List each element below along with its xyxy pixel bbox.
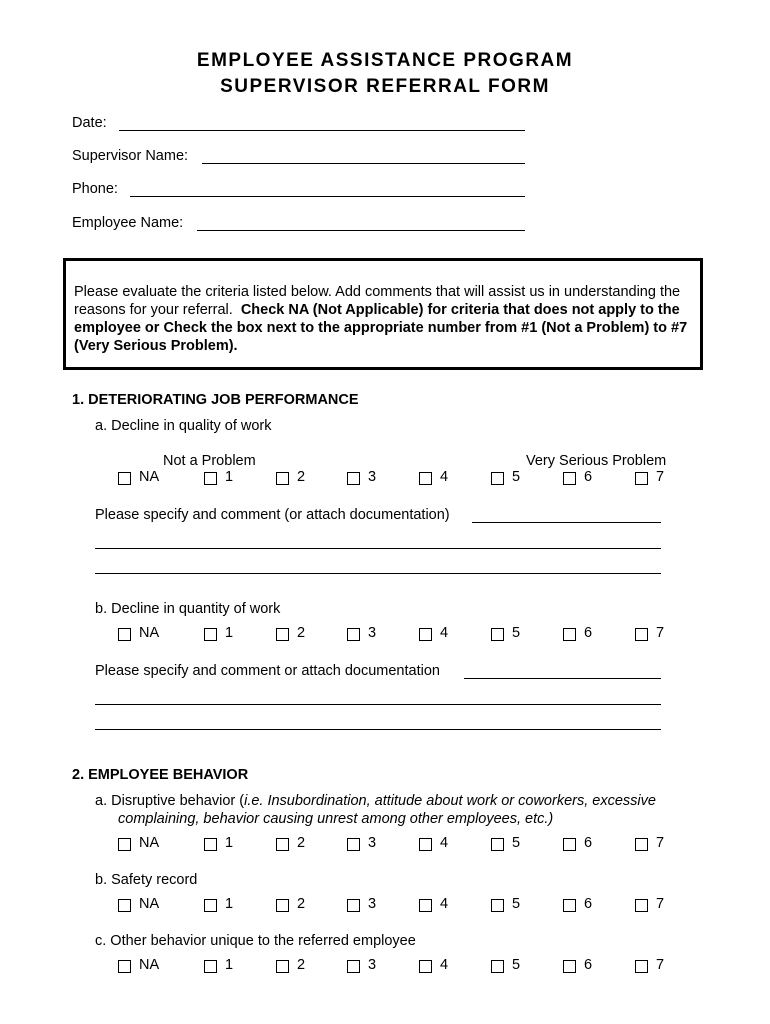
supervisor-name-field[interactable] <box>202 163 525 164</box>
checkbox-label-2b-3: 3 <box>368 896 377 912</box>
checkbox-2a-2[interactable] <box>276 838 289 851</box>
instructions-part-1: Please evaluate the criteria listed below. Add comments that will assist us in understanding the reasons for your referral. <box>74 284 681 318</box>
checkbox-1a-6[interactable] <box>563 472 576 485</box>
checkbox-label-2b-na: NA <box>139 896 160 912</box>
checkbox-label-2a-6: 6 <box>584 835 593 851</box>
checkbox-label-1a-6: 6 <box>584 469 593 485</box>
checkbox-1b-3[interactable] <box>347 628 360 641</box>
checkbox-2b-7[interactable] <box>635 899 648 912</box>
item-2b-label: b. Safety record <box>95 872 198 888</box>
checkbox-2a-5[interactable] <box>491 838 504 851</box>
checkbox-label-2b-7: 7 <box>656 896 665 912</box>
item-2a-label <box>95 793 656 809</box>
phone-label: Phone: <box>72 181 118 197</box>
checkbox-1b-4[interactable] <box>419 628 432 641</box>
comment-1b-line-3[interactable] <box>95 729 661 730</box>
item-1a-label: a. Decline in quality of work <box>95 418 272 434</box>
supervisor-name-label: Supervisor Name: <box>72 148 189 164</box>
checkbox-label-2b-6: 6 <box>584 896 593 912</box>
checkbox-1b-7[interactable] <box>635 628 648 641</box>
instructions-part-2: Check NA (Not Applicable) for criteria that does not apply to the employee or Check the box next to the appropriate number from #1 (Not a Problem) to #7 (Very Serious Problem). <box>74 302 688 354</box>
checkbox-2a-na[interactable] <box>118 838 131 851</box>
checkbox-2c-6[interactable] <box>563 960 576 973</box>
checkbox-label-2c-na: NA <box>139 957 160 973</box>
checkbox-label-2a-5: 5 <box>512 835 521 851</box>
scale-high-label: Very Serious Problem <box>526 453 667 469</box>
checkbox-label-1a-4: 4 <box>440 469 449 485</box>
instructions-box <box>63 258 703 370</box>
date-field[interactable] <box>119 130 525 131</box>
checkbox-2c-4[interactable] <box>419 960 432 973</box>
checkbox-label-2a-na: NA <box>139 835 160 851</box>
form-title-line-2: SUPERVISOR REFERRAL FORM <box>220 76 550 97</box>
checkbox-2b-5[interactable] <box>491 899 504 912</box>
scale-low-label: Not a Problem <box>163 453 256 469</box>
checkbox-label-2c-5: 5 <box>512 957 521 973</box>
checkbox-2a-7[interactable] <box>635 838 648 851</box>
checkbox-2b-1[interactable] <box>204 899 217 912</box>
item-2a-description-1: i.e. Insubordination, attitude about work or coworkers, excessive <box>244 793 656 809</box>
checkbox-label-2b-2: 2 <box>297 896 306 912</box>
checkbox-label-2c-1: 1 <box>225 957 234 973</box>
checkbox-label-1b-7: 7 <box>656 625 665 641</box>
comment-1a-label: Please specify and comment (or attach documentation) <box>95 507 450 523</box>
comment-1a-line-2[interactable] <box>95 548 661 549</box>
checkbox-label-1a-3: 3 <box>368 469 377 485</box>
item-2a-prefix: a. Disruptive behavior ( <box>95 793 245 809</box>
checkbox-label-2b-1: 1 <box>225 896 234 912</box>
checkbox-2c-na[interactable] <box>118 960 131 973</box>
checkbox-2b-4[interactable] <box>419 899 432 912</box>
instructions-text <box>74 283 698 355</box>
checkbox-label-1a-1: 1 <box>225 469 234 485</box>
checkbox-1a-7[interactable] <box>635 472 648 485</box>
checkbox-label-1b-2: 2 <box>297 625 306 641</box>
checkbox-1a-4[interactable] <box>419 472 432 485</box>
section-1-heading: 1. DETERIORATING JOB PERFORMANCE <box>72 392 359 408</box>
checkbox-2c-3[interactable] <box>347 960 360 973</box>
checkbox-label-2a-2: 2 <box>297 835 306 851</box>
section-2-heading: 2. EMPLOYEE BEHAVIOR <box>72 767 249 783</box>
checkbox-2c-1[interactable] <box>204 960 217 973</box>
comment-1b-label: Please specify and comment or attach documentation <box>95 663 440 679</box>
checkbox-2b-6[interactable] <box>563 899 576 912</box>
checkbox-label-1a-2: 2 <box>297 469 306 485</box>
checkbox-1a-1[interactable] <box>204 472 217 485</box>
checkbox-1a-2[interactable] <box>276 472 289 485</box>
checkbox-2c-7[interactable] <box>635 960 648 973</box>
checkbox-1b-2[interactable] <box>276 628 289 641</box>
checkbox-2c-5[interactable] <box>491 960 504 973</box>
checkbox-2a-4[interactable] <box>419 838 432 851</box>
checkbox-label-1b-1: 1 <box>225 625 234 641</box>
form-title-line-1: EMPLOYEE ASSISTANCE PROGRAM <box>196 50 574 71</box>
checkbox-label-2c-6: 6 <box>584 957 593 973</box>
checkbox-label-2a-1: 1 <box>225 835 234 851</box>
checkbox-label-2a-4: 4 <box>440 835 449 851</box>
checkbox-label-2c-7: 7 <box>656 957 665 973</box>
checkbox-1b-5[interactable] <box>491 628 504 641</box>
checkbox-label-1a-na: NA <box>139 469 160 485</box>
item-2a-description-2: complaining, behavior causing unrest among other employees, etc.) <box>118 811 554 827</box>
checkbox-label-2a-3: 3 <box>368 835 377 851</box>
checkbox-label-2c-2: 2 <box>297 957 306 973</box>
checkbox-1a-3[interactable] <box>347 472 360 485</box>
checkbox-label-2b-4: 4 <box>440 896 449 912</box>
date-label: Date: <box>72 115 107 131</box>
comment-1b-line-2[interactable] <box>95 704 661 705</box>
employee-name-label: Employee Name: <box>72 215 184 231</box>
checkbox-2b-3[interactable] <box>347 899 360 912</box>
checkbox-2b-2[interactable] <box>276 899 289 912</box>
checkbox-label-1a-5: 5 <box>512 469 521 485</box>
comment-1a-line-1[interactable] <box>472 522 661 523</box>
checkbox-label-1b-5: 5 <box>512 625 521 641</box>
checkbox-label-2c-3: 3 <box>368 957 377 973</box>
checkbox-label-1b-na: NA <box>139 625 160 641</box>
checkbox-2a-6[interactable] <box>563 838 576 851</box>
item-1b-label: b. Decline in quantity of work <box>95 601 281 617</box>
checkbox-2a-1[interactable] <box>204 838 217 851</box>
checkbox-1b-1[interactable] <box>204 628 217 641</box>
checkbox-1b-6[interactable] <box>563 628 576 641</box>
checkbox-1b-na[interactable] <box>118 628 131 641</box>
checkbox-label-2c-4: 4 <box>440 957 449 973</box>
phone-field[interactable] <box>130 196 525 197</box>
comment-1b-line-1[interactable] <box>464 678 661 679</box>
checkbox-2a-3[interactable] <box>347 838 360 851</box>
checkbox-label-1b-3: 3 <box>368 625 377 641</box>
checkbox-2b-na[interactable] <box>118 899 131 912</box>
checkbox-2c-2[interactable] <box>276 960 289 973</box>
checkbox-label-1a-7: 7 <box>656 469 665 485</box>
checkbox-1a-na[interactable] <box>118 472 131 485</box>
comment-1a-line-3[interactable] <box>95 573 661 574</box>
checkbox-label-2a-7: 7 <box>656 835 665 851</box>
item-2c-label: c. Other behavior unique to the referred employee <box>95 933 416 949</box>
checkbox-label-1b-6: 6 <box>584 625 593 641</box>
checkbox-label-2b-5: 5 <box>512 896 521 912</box>
checkbox-1a-5[interactable] <box>491 472 504 485</box>
checkbox-label-1b-4: 4 <box>440 625 449 641</box>
employee-name-field[interactable] <box>197 230 525 231</box>
